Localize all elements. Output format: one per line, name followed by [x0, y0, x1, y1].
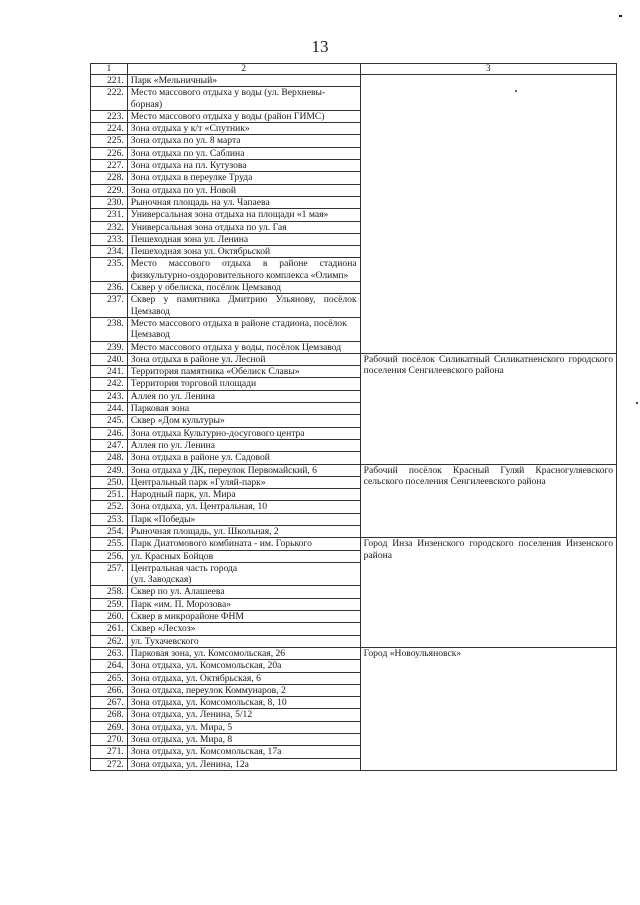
settlement-cell: Рабочий посёлок Силикатный Силикатненского городского поселения Сенгилеевского района — [360, 353, 616, 464]
zone-name: Зона отдыха, переулок Коммунаров, 2 — [127, 684, 360, 696]
row-number: 240. — [91, 353, 128, 365]
zone-name: Парковая зона — [127, 403, 360, 415]
zone-name: Зона отдыха, ул. Октябрьская, 6 — [127, 672, 360, 684]
row-number: 225. — [91, 135, 128, 147]
zone-name: Сквер у обелиска, посёлок Цемзавод — [127, 282, 360, 294]
zone-name: Место массового отдыха в районе стадиона, посёлок Цемзавод — [127, 317, 360, 341]
row-number: 271. — [91, 746, 128, 758]
row-number: 254. — [91, 525, 128, 537]
row-number: 237. — [91, 294, 128, 318]
row-number: 249. — [91, 464, 128, 476]
row-number: 227. — [91, 160, 128, 172]
zone-name: Народный парк, ул. Мира — [127, 489, 360, 501]
row-number: 261. — [91, 623, 128, 635]
row-number: 253. — [91, 513, 128, 525]
scan-speck — [636, 402, 638, 404]
zone-name: Парк «им. П. Морозова» — [127, 598, 360, 610]
zone-name: Зона отдыха, ул. Комсомольская, 17а — [127, 746, 360, 758]
zone-name: ул. Тухачевского — [127, 635, 360, 647]
row-number: 233. — [91, 233, 128, 245]
zone-name: Универсальная зона отдыха на площади «1 мая» — [127, 209, 360, 221]
row-number: 234. — [91, 246, 128, 258]
row-number: 228. — [91, 172, 128, 184]
row-number: 221. — [91, 75, 128, 87]
column-header: 3 — [360, 64, 616, 75]
row-number: 250. — [91, 476, 128, 488]
zone-name: Парк «Мельничный» — [127, 75, 360, 87]
zone-name: Рыночная площадь на ул. Чапаева — [127, 196, 360, 208]
zone-name: Зона отдыха в переулке Труда — [127, 172, 360, 184]
row-number: 241. — [91, 366, 128, 378]
zone-name: Пешеходная зона ул. Ленина — [127, 233, 360, 245]
zone-name: Парк «Победы» — [127, 513, 360, 525]
scan-speck — [619, 15, 622, 17]
row-number: 251. — [91, 489, 128, 501]
row-number: 260. — [91, 611, 128, 623]
zone-name: Территория торговой площади — [127, 378, 360, 390]
zone-name: Зона отдыха у ДК, переулок Первомайский, 6 — [127, 464, 360, 476]
row-number: 224. — [91, 123, 128, 135]
zone-name: Зона отдыха Культурно-досугового центра — [127, 427, 360, 439]
zone-name: Территория памятника «Обелиск Славы» — [127, 366, 360, 378]
row-number: 268. — [91, 709, 128, 721]
row-number: 269. — [91, 721, 128, 733]
row-number: 263. — [91, 647, 128, 659]
zone-name: Парковая зона, ул. Комсомольская, 26 — [127, 647, 360, 659]
row-number: 258. — [91, 586, 128, 598]
zone-name: Зона отдыха, ул. Мира, 5 — [127, 721, 360, 733]
row-number: 232. — [91, 221, 128, 233]
zone-name: Зона отдыха, ул. Комсомольская, 8, 10 — [127, 697, 360, 709]
zone-name-line: Центральная часть города — [130, 562, 238, 574]
row-number: 236. — [91, 282, 128, 294]
row-number: 259. — [91, 598, 128, 610]
row-number: 272. — [91, 758, 128, 770]
zone-name: Аллея по ул. Ленина — [127, 439, 360, 451]
row-number: 246. — [91, 427, 128, 439]
zone-name: Место массового отдыха у воды (ул. Верхневы-борная) — [127, 87, 360, 111]
row-number: 262. — [91, 635, 128, 647]
zone-name: Универсальная зона отдыха по ул. Гая — [127, 221, 360, 233]
zone-name: Сквер «Лесхоз» — [127, 623, 360, 635]
zone-name: Место массового отдыха у воды, посёлок Цемзавод — [127, 341, 360, 353]
zone-name: Зона отдыха у к/т «Спутник» — [127, 123, 360, 135]
zone-name-line: (ул. Заводская) — [130, 574, 192, 586]
zones-table — [90, 63, 617, 771]
row-number: 266. — [91, 684, 128, 696]
column-header: 2 — [127, 64, 360, 75]
row-number: 229. — [91, 184, 128, 196]
zone-name: Аллея по ул. Ленина — [127, 390, 360, 402]
zone-name: Сквер в микрорайоне ФНМ — [127, 611, 360, 623]
row-number: 226. — [91, 147, 128, 159]
settlement-cell — [360, 75, 616, 354]
row-number: 230. — [91, 196, 128, 208]
zone-name: Пешеходная зона ул. Октябрьской — [127, 246, 360, 258]
table-row — [91, 75, 617, 87]
row-number: 270. — [91, 734, 128, 746]
column-header: 1 — [91, 64, 128, 75]
zone-name: Зона отдыха в районе ул. Лесной — [127, 353, 360, 365]
row-number: 238. — [91, 317, 128, 341]
zone-name: Зона отдыха в районе ул. Садовой — [127, 452, 360, 464]
zone-name: Зона отдыха, ул. Центральная, 10 — [127, 501, 360, 513]
zone-name: Зона отдыха по ул. Саблина — [127, 147, 360, 159]
row-number: 223. — [91, 110, 128, 122]
row-number: 248. — [91, 452, 128, 464]
zone-name: Место массового отдыха в районе стадиона физкультурно-оздоровительного комплекса «Олимп» — [127, 258, 360, 282]
row-number: 245. — [91, 415, 128, 427]
table-row — [91, 647, 617, 659]
row-number: 231. — [91, 209, 128, 221]
table-row — [91, 538, 617, 550]
settlement-cell: Город Инза Инзенского городского поселения Инзенского района — [360, 538, 616, 648]
row-number: 256. — [91, 550, 128, 562]
row-number: 252. — [91, 501, 128, 513]
row-number: 242. — [91, 378, 128, 390]
row-number: 255. — [91, 538, 128, 550]
table-header-row — [91, 64, 617, 75]
zone-name: Сквер «Дом культуры» — [127, 415, 360, 427]
zone-name: Рыночная площадь, ул. Школьная, 2 — [127, 525, 360, 537]
row-number: 267. — [91, 697, 128, 709]
settlement-cell: Город «Новоульяновск» — [360, 647, 616, 770]
row-number: 265. — [91, 672, 128, 684]
row-number: 244. — [91, 403, 128, 415]
zone-name: Парк Диатомового комбината - им. Горького — [127, 538, 360, 550]
zone-name: Зона отдыха по ул. 8 марта — [127, 135, 360, 147]
table-row — [91, 464, 617, 476]
row-number: 243. — [91, 390, 128, 402]
zone-name — [127, 562, 360, 586]
zone-name: Зона отдыха, ул. Мира, 8 — [127, 734, 360, 746]
zone-name: Сквер по ул. Алашеева — [127, 586, 360, 598]
zone-name: Зона отдыха по ул. Новой — [127, 184, 360, 196]
page-number: 13 — [311, 37, 329, 56]
row-number: 222. — [91, 87, 128, 111]
table-row — [91, 353, 617, 365]
zone-name: Зона отдыха на пл. Кутузова — [127, 160, 360, 172]
zone-name: Зона отдыха, ул. Ленина, 5/12 — [127, 709, 360, 721]
zone-name: Центральный парк «Гуляй-парк» — [127, 476, 360, 488]
zone-name: Зона отдыха, ул. Ленина, 12а — [127, 758, 360, 770]
row-number: 239. — [91, 341, 128, 353]
zone-name: Зона отдыха, ул. Комсомольская, 20а — [127, 660, 360, 672]
row-number: 257. — [91, 562, 128, 586]
zone-name: Сквер у памятника Дмитрию Ульянову, посёлок Цемзавод — [127, 294, 360, 318]
zone-name: ул. Красных Бойцов — [127, 550, 360, 562]
row-number: 247. — [91, 439, 128, 451]
row-number: 235. — [91, 258, 128, 282]
row-number: 264. — [91, 660, 128, 672]
zone-name: Место массового отдыха у воды (район ГИМС) — [127, 110, 360, 122]
settlement-cell: Рабочий посёлок Красный Гуляй Красногуляевского сельского поселения Сенгилеевского района — [360, 464, 616, 538]
